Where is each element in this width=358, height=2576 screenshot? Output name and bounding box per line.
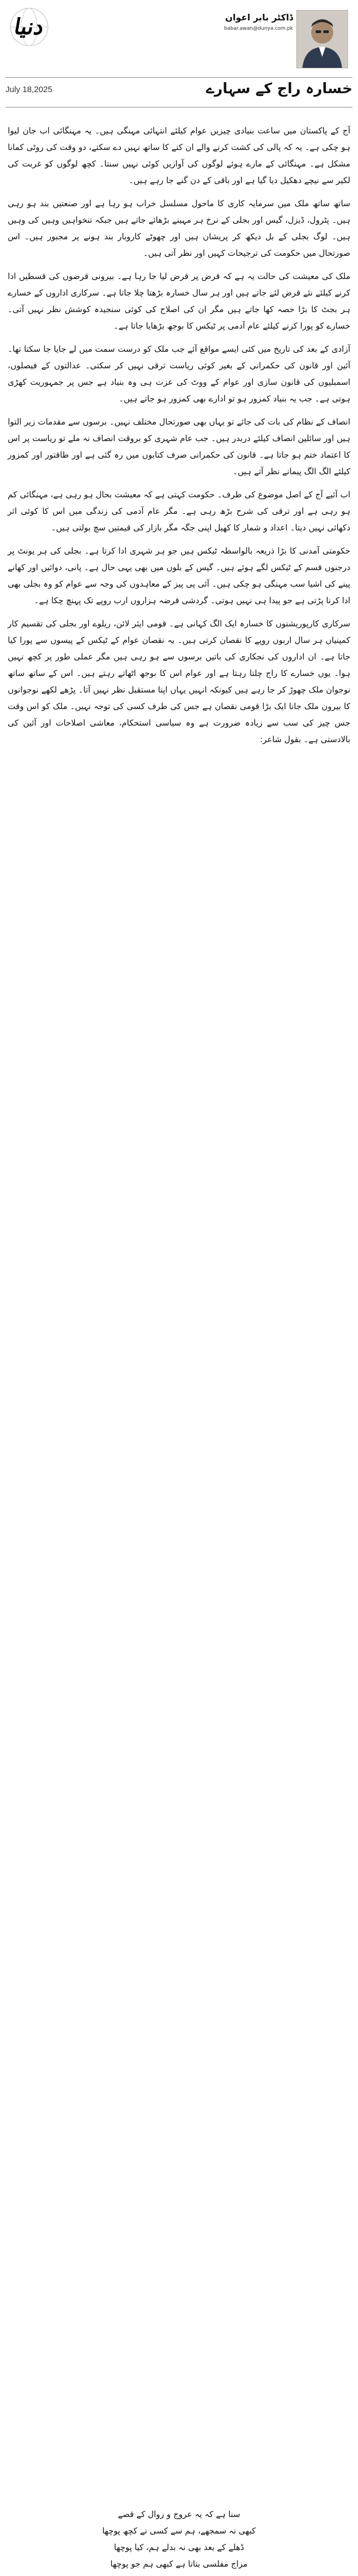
column-header (0, 0, 358, 127)
author-portrait-icon (297, 10, 348, 68)
article-body (8, 122, 350, 754)
article-paragraph: ساتھ ساتھ ملک میں سرمایہ کاری کا ماحول مسلسل خراب ہو رہا ہے اور صنعتیں بند ہو رہی ہیں۔ پٹرول، ڈیزل، گیس اور بجلی کے نرخ ہر مہینے بڑھائے جاتے ہیں جبکہ تنخواہیں وہیں کی وہیں ہیں۔ لوگ بجلی کے بل دیکھ کر پریشان ہیں اور چھوٹے کاروبار بند ہونے پر مجبور ہیں۔ اس صورتحال میں حکومت کی ترجیحات کہیں اور نظر آتی ہیں۔ (8, 198, 350, 258)
header-rule-bottom (6, 107, 352, 108)
article-paragraph: آزادی کے بعد کی تاریخ میں کئی ایسے مواقع آئے جب ملک کو درست سمت میں لے جایا جا سکتا تھا۔ آئین اور قانون کی حکمرانی کے بغیر کوئی ریاست ترقی نہیں کر سکتی۔ عدالتوں کے فیصلوں، اسمبلیوں کی قانون سازی اور عوام کے ووٹ کی عزت ہی وہ بنیاد ہے جس پر جمہوریت کھڑی ہوتی ہے۔ جب یہ بنیاد کمزور ہو تو ادارے بھی کمزور ہو جاتے ہیں۔ (8, 344, 350, 404)
publish-date: July 18,2025 (6, 85, 53, 94)
header-rule-top (6, 77, 352, 78)
author-photo (296, 10, 348, 68)
article-paragraph: انصاف کے نظام کی بات کی جائے تو یہاں بھی صورتحال مختلف نہیں۔ برسوں سے مقدمات زیر التوا ہیں اور سائلین انصاف کیلئے دربدر ہیں۔ جب عام شہری کو بروقت انصاف نہ ملے تو ریاست پر اس کا اعتماد ختم ہو جاتا ہے۔ قانون کی حکمرانی صرف کتابوں میں رہ گئی ہے اور طاقتور اور کمزور کیلئے الگ الگ پیمانے نظر آتے ہیں۔ (8, 417, 350, 476)
article-paragraph: اب آئیے آج کے اصل موضوع کی طرف۔ حکومت کہتی ہے کہ معیشت بحال ہو رہی ہے، مہنگائی کم ہو رہی ہے اور ترقی کی شرح بڑھ رہی ہے۔ مگر عام آدمی کی زندگی میں اس کا کوئی اثر دکھائی نہیں دیتا۔ اعداد و شمار کا کھیل اپنی جگہ مگر بازار کی قیمتیں سچ بولتی ہیں۔ (8, 490, 350, 533)
article-paragraph: سرکاری کارپوریشنوں کا خسارہ ایک الگ کہانی ہے۔ قومی ایئر لائن، ریلوے اور بجلی کی تقسیم کار کمپنیاں ہر سال اربوں روپے کا نقصان کرتی ہیں۔ یہ نقصان عوام کے ٹیکس کے پیسوں سے پورا کیا جاتا ہے۔ ان اداروں کی نجکاری کی باتیں برسوں سے ہو رہی ہیں مگر عملی طور پر کچھ نہیں ہوا۔ یوں خسارے کا راج چلتا رہتا ہے اور عوام اس کا بوجھ اٹھاتے رہتے ہیں۔ اس کے ساتھ ساتھ نوجوان ملک چھوڑ کر جا رہے ہیں کیونکہ انہیں یہاں اپنا مستقبل نظر نہیں آتا۔ پڑھے لکھے نوجوانوں کا بیرون ملک جانا ایک بڑا قومی نقصان ہے جس کی طرف کسی کی توجہ نہیں۔ ملک کو اس وقت جس چیز کی سب سے زیادہ ضرورت ہے وہ سیاسی استحکام، معاشی اصلاحات اور آئین کی بالادستی ہے۔ بقول شاعر: (8, 619, 350, 744)
poem-line: ڈھلے کے بعد بھی نہ بدلے ہم، کیا پوچھا (113, 2542, 245, 2552)
author-email: babar.awan@dunya.com.pk (224, 25, 293, 31)
newspaper-logo (6, 3, 53, 51)
author-box (205, 12, 293, 31)
column-headline: خسارہ راج کے سہارے (205, 80, 352, 97)
logo-text: دنیا (12, 14, 46, 40)
article-paragraph: حکومتی آمدنی کا بڑا ذریعہ بالواسطہ ٹیکس ہیں جو ہر شہری ادا کرتا ہے۔ بجلی کی ہر یونٹ پر درجنوں قسم کے ٹیکس لگے ہوئے ہیں۔ گیس کے بلوں میں بھی یہی حال ہے۔ پانی، دوائیں اور کھانے پینے کی اشیا سب مہنگی ہو چکی ہیں۔ آئی پی پیز کے معاہدوں کی وجہ سے عوام کو وہ بجلی بھی ادا کرنا پڑتی ہے جو پیدا ہی نہیں ہوتی۔ گردشی قرضہ ہزاروں ارب روپے تک پہنچ چکا ہے۔ (8, 546, 350, 605)
article-paragraph: آج کے پاکستان میں ساعت بنیادی چیزیں عوام کیلئے انتہائی مہنگی ہیں۔ یہ مہنگائی اب جان لیوا ہو چکی ہے۔ یہ کہ پالی کی کشت کرنے والے ان کتے کا ساتھ نہیں دے سکتے، دو وقت کی روٹی کمانا مشکل ہے۔ مہنگائی کے مارے ہوئے لوگوں کی آوازیں کوئی نہیں سنتا۔ کچھ لوگوں کو غربت کی لکیر سے نیچے دھکیل دیا گیا ہے اور باقی کے دن گنے جا رہے ہیں۔ (8, 126, 350, 185)
poem-line: مزاج مفلسی بتاتا ہے کبھی ہم جو پوچھا (110, 2559, 248, 2569)
title-row (6, 80, 352, 103)
poem-line: کبھی نہ سمجھے، ہم سے کسی نے کچھ پوچھا (102, 2526, 256, 2536)
author-name: ڈاکٹر بابر اعوان (225, 12, 293, 23)
closing-poem (0, 2506, 358, 2572)
poem-line: سنا ہے کہ یہ عروج و زوال کے قصے (117, 2509, 241, 2519)
article-paragraph: ملک کی معیشت کی حالت یہ ہے کہ قرض پر قرض لیا جا رہا ہے۔ بیرونی قرضوں کی قسطیں ادا کرنے کیلئے نئے قرض لئے جاتے ہیں اور ہر سال خسارہ بڑھتا چلا جاتا ہے۔ سرکاری اداروں کے خسارے ہر بجٹ کا بڑا حصہ کھا جاتے ہیں مگر ان کی اصلاح کی کوئی سنجیدہ کوشش نظر نہیں آتی۔ خسارے کو پورا کرنے کیلئے عام آدمی پر ٹیکس کا بوجھ بڑھایا جاتا ہے۔ (8, 271, 350, 331)
